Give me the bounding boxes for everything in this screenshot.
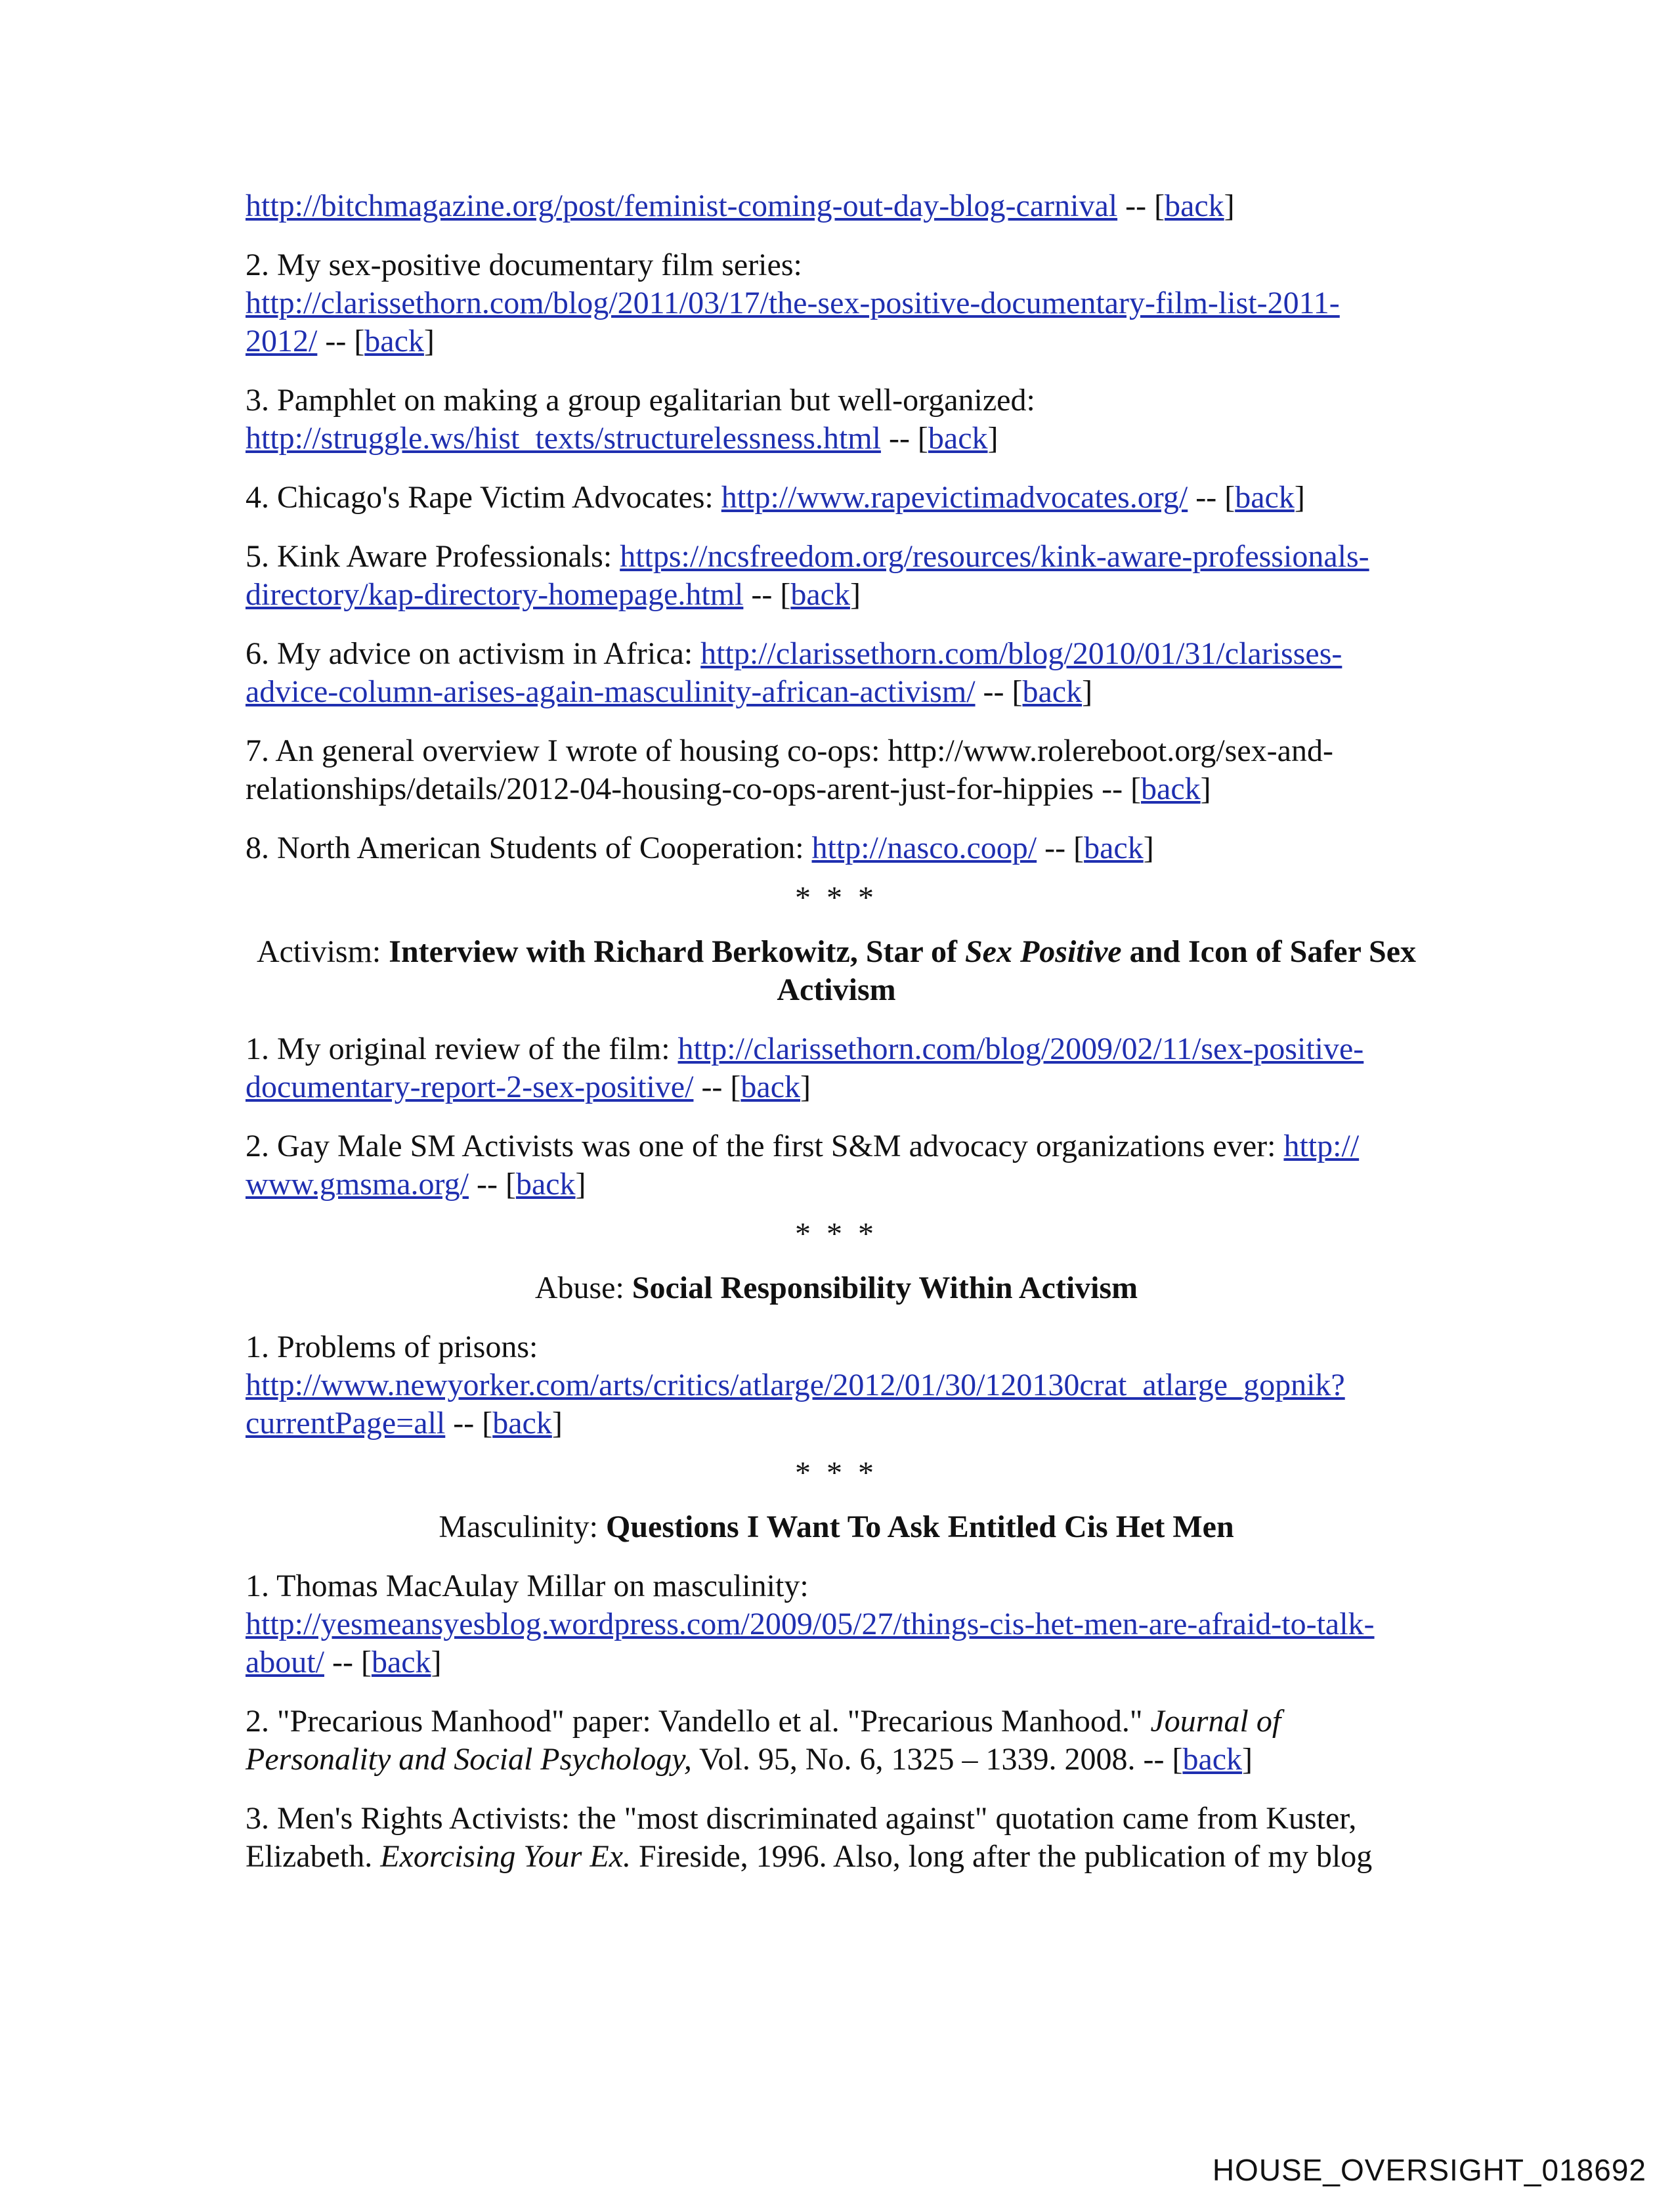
- reference-link[interactable]: http://struggle.ws/hist_texts/structurelessness.html: [246, 421, 881, 456]
- reference-link[interactable]: http://nasco.coop/: [811, 831, 1037, 865]
- back-link[interactable]: back: [928, 421, 988, 456]
- list-item: 1. Thomas MacAulay Millar on masculinity: http://yesmeansyesblog.wordpress.com/2009/05/27/things-cis-het-men-are-afraid-to-talk- about/ -- [back]: [246, 1569, 1375, 1680]
- back-link[interactable]: back: [740, 1070, 800, 1104]
- back-link[interactable]: back: [1165, 188, 1224, 223]
- section-heading: Abuse: Social Responsibility Within Activism: [534, 1270, 1138, 1305]
- back-link[interactable]: back: [790, 577, 850, 612]
- section-separator: * * *: [795, 1456, 878, 1490]
- section-heading: Activism: Interview with Richard Berkowitz, Star of Sex Positive and Icon of Safer Sex Activism: [256, 934, 1417, 1007]
- back-link[interactable]: back: [1022, 674, 1083, 709]
- list-item: 1. My original review of the film: http://clarissethorn.com/blog/2009/02/11/sex-positive- documentary-report-2-sex-positive/ -- [back]: [246, 1031, 1364, 1104]
- list-item: 2. "Precarious Manhood" paper: Vandello et al. "Precarious Manhood." Journal of Personality and Social Psychology, Vol. 95, No. 6, 1325 – 1339. 2008. -- [back]: [246, 1704, 1281, 1777]
- back-link[interactable]: back: [492, 1406, 552, 1441]
- bates-number: HOUSE_OVERSIGHT_018692: [1212, 2153, 1646, 2187]
- reference-link[interactable]: http:// www.gmsma.org/: [246, 1129, 1360, 1202]
- reference-link[interactable]: https://ncsfreedom.org/resources/kink-aware-professionals- directory/kap-directory-homepage.html: [246, 539, 1369, 612]
- list-item: 3. Men's Rights Activists: the "most discriminated against" quotation came from Kuster, Elizabeth. Exorcising Your Ex. Fireside, 1996. Also, long after the publication of my blog: [246, 1801, 1373, 1874]
- list-item: 4. Chicago's Rape Victim Advocates: http://www.rapevictimadvocates.org/ -- [back]: [246, 480, 1305, 515]
- section-separator: * * *: [795, 880, 878, 915]
- back-link[interactable]: back: [1141, 771, 1201, 806]
- back-link[interactable]: back: [1182, 1742, 1243, 1777]
- section-separator: * * *: [795, 1217, 878, 1251]
- list-item: 6. My advice on activism in Africa: http://clarissethorn.com/blog/2010/01/31/clarisses- advice-column-arises-again-masculinity-african-activism/ -- [back]: [246, 636, 1342, 709]
- list-item: 2. Gay Male SM Activists was one of the first S&M advocacy organizations ever: http:// www.gmsma.org/ -- [back]: [246, 1129, 1360, 1202]
- list-item: 2. My sex-positive documentary film series: http://clarissethorn.com/blog/2011/03/17/the-sex-positive-documentary-film-list-2011- 2012/ -- [back]: [246, 248, 1340, 358]
- back-link[interactable]: back: [371, 1645, 431, 1680]
- reference-link[interactable]: http://clarissethorn.com/blog/2011/03/17/the-sex-positive-documentary-film-list-2011- 2012/: [246, 286, 1340, 358]
- list-item: 8. North American Students of Cooperation: http://nasco.coop/ -- [back]: [246, 831, 1154, 865]
- reference-link[interactable]: http://clarissethorn.com/blog/2010/01/31/clarisses- advice-column-arises-again-masculinity-african-activism/: [246, 636, 1342, 709]
- back-link[interactable]: back: [515, 1167, 576, 1202]
- reference-link[interactable]: http://bitchmagazine.org/post/feminist-coming-out-day-blog-carnival: [246, 188, 1118, 223]
- list-item: 3. Pamphlet on making a group egalitarian but well-organized: http://struggle.ws/hist_texts/structurelessness.html -- [back]: [246, 383, 1035, 456]
- section-heading: Masculinity: Questions I Want To Ask Entitled Cis Het Men: [439, 1509, 1234, 1544]
- back-link[interactable]: back: [1084, 831, 1144, 865]
- reference-link[interactable]: http://clarissethorn.com/blog/2009/02/11/sex-positive- documentary-report-2-sex-positive/: [246, 1031, 1364, 1104]
- list-item: 5. Kink Aware Professionals: https://ncsfreedom.org/resources/kink-aware-professionals- directory/kap-directory-homepage.html -- [back]: [246, 539, 1369, 612]
- back-link[interactable]: back: [364, 324, 424, 358]
- list-item: 7. An general overview I wrote of housing co-ops: http://www.rolereboot.org/sex-and- relationships/details/2012-04-housing-co-ops-arent-just-for-hippies -- [back]: [246, 733, 1333, 806]
- list-item: 1. Problems of prisons: http://www.newyorker.com/arts/critics/atlarge/2012/01/30/120130crat_atlarge_gopnik? currentPage=all -- [back]: [246, 1330, 1345, 1441]
- reference-link[interactable]: http://yesmeansyesblog.wordpress.com/2009/05/27/things-cis-het-men-are-afraid-to-talk- about/: [246, 1607, 1375, 1680]
- back-link[interactable]: back: [1235, 480, 1295, 515]
- reference-link[interactable]: http://www.rapevictimadvocates.org/: [721, 480, 1188, 515]
- top-reference: http://bitchmagazine.org/post/feminist-coming-out-day-blog-carnival -- [back]: [246, 188, 1235, 223]
- reference-link[interactable]: http://www.newyorker.com/arts/critics/atlarge/2012/01/30/120130crat_atlarge_gopnik? currentPage=all: [246, 1368, 1345, 1441]
- document-body: [246, 187, 1427, 1897]
